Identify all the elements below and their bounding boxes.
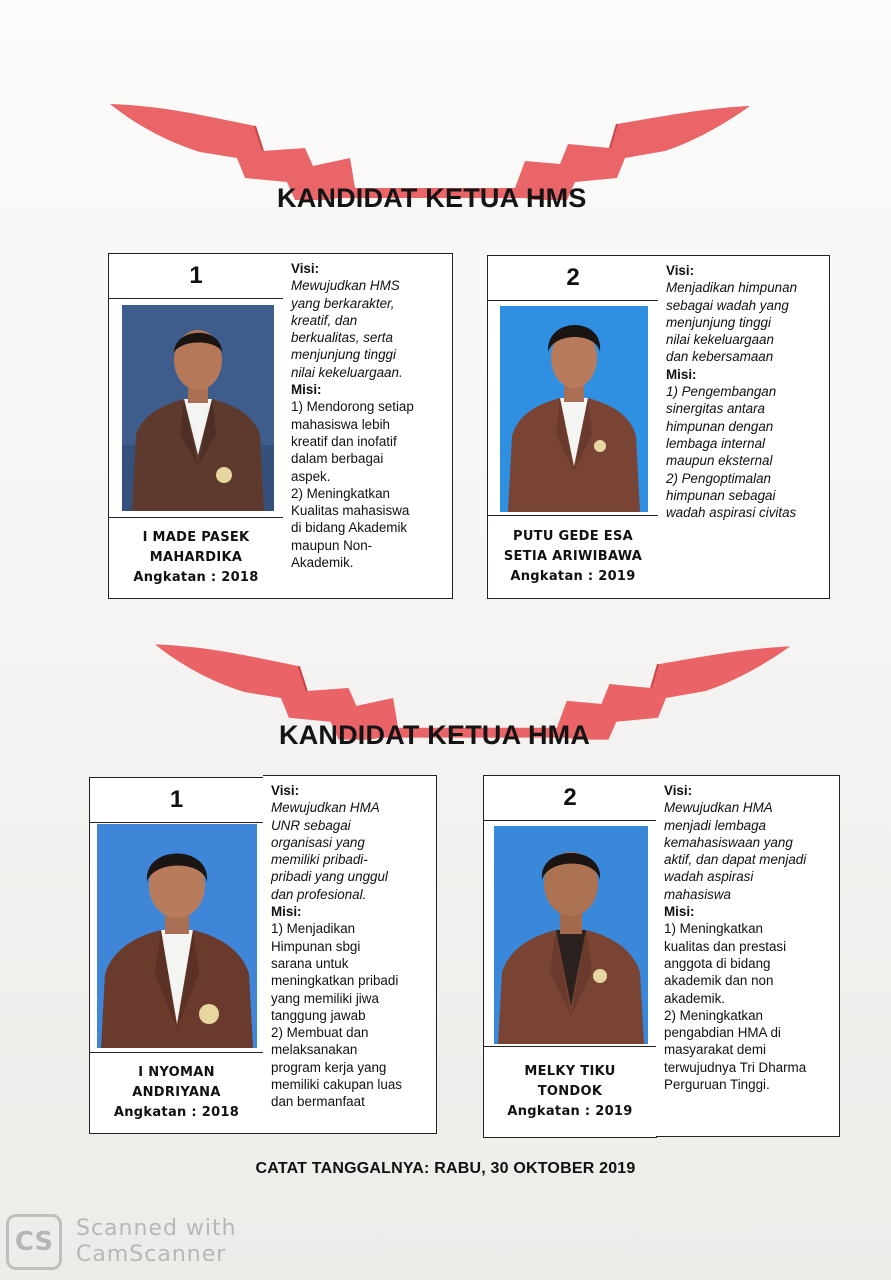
visi-label: Visi: [664, 783, 693, 798]
text-line: 1) Mendorong setiap [291, 399, 414, 415]
candidate-card-hma-2 [483, 775, 657, 1138]
watermark-line1: Scanned with [76, 1216, 237, 1241]
text-line: yang memiliki jiwa [271, 990, 379, 1006]
text-line: masyarakat demi [664, 1042, 766, 1058]
candidate-angkatan: Angkatan : 2019 [510, 569, 636, 584]
visi-label: Visi: [291, 261, 320, 276]
text-line: wadah aspirasi civitas [666, 505, 797, 521]
text-line: yang berkarakter, [291, 295, 395, 311]
candidate-name-line1: PUTU GEDE ESA [513, 529, 633, 544]
text-line: tanggung jawab [271, 1007, 366, 1023]
candidate-number: 1 [90, 778, 263, 823]
text-line: organisasi yang [271, 834, 365, 850]
text-line: mahasiswa [664, 886, 731, 902]
candidate-angkatan: Angkatan : 2018 [133, 570, 259, 585]
text-line: sinergitas antara [666, 401, 765, 417]
text-line: 1) Pengembangan [666, 384, 777, 400]
text-line: terwujudnya Tri Dharma [664, 1059, 807, 1075]
candidate-name-line1: MELKY TIKU [524, 1064, 616, 1079]
visi-label: Visi: [271, 783, 300, 798]
visi-text [666, 279, 821, 365]
text-line: kreatif, dan [291, 312, 358, 328]
text-line: himpunan dengan [666, 418, 774, 434]
candidate-name-line2: SETIA ARIWIBAWA [503, 549, 643, 564]
text-line: kreatif dan inofatif [291, 433, 397, 449]
text-line: kualitas dan prestasi [664, 938, 787, 954]
text-line: dan bermanfaat [271, 1094, 365, 1110]
text-line: maupun eksternal [666, 453, 773, 469]
text-line: 1) Menjadikan [271, 921, 356, 937]
text-line: mahasiswa lebih [291, 416, 390, 432]
text-line: melaksanakan [271, 1042, 358, 1058]
misi-label: Misi: [664, 904, 695, 920]
text-line: Kualitas mahasiswa [291, 503, 410, 519]
text-line: lembaga internal [666, 435, 766, 451]
text-line: menjunjung tinggi [291, 347, 396, 363]
text-line: maupun Non- [291, 537, 373, 553]
text-line: memiliki pribadi- [271, 852, 368, 868]
text-line: wadah aspirasi [664, 869, 754, 885]
candidate-photo [97, 824, 257, 1048]
candidate-photo [494, 826, 648, 1044]
text-line: Menjadikan himpunan [666, 280, 798, 296]
watermark-text [76, 1216, 237, 1268]
visi-label: Visi: [666, 263, 695, 278]
text-line: pengabdian HMA di [664, 1025, 781, 1041]
candidate-photo [122, 305, 274, 511]
text-line: di bidang Akademik [291, 520, 408, 536]
text-line: dalam berbagai [291, 451, 384, 467]
misi-text [666, 383, 821, 521]
candidate-name-line2: ANDRIYANA [132, 1085, 221, 1100]
text-line: menjadi lembaga [664, 817, 766, 833]
text-line: Perguruan Tinggi. [664, 1077, 770, 1093]
text-line: Mewujudkan HMS [291, 278, 400, 294]
text-line: Mewujudkan HMA [271, 800, 380, 816]
candidate-name-line2: MAHARDIKA [149, 550, 243, 565]
candidate-number: 2 [484, 776, 656, 821]
footer-date-note: CATAT TANGGALNYA: RABU, 30 OKTOBER 2019 [255, 1160, 636, 1177]
candidate-card-hms-1 [108, 253, 284, 599]
vision-mission-box-hma-1 [263, 775, 437, 1134]
text-line: 2) Meningkatkan [664, 1007, 763, 1023]
candidate-name-block [484, 1046, 656, 1137]
text-line: nilai kekeluargaan [666, 332, 774, 348]
vision-mission-box-hma-2 [656, 775, 840, 1137]
camscanner-logo-icon: CS [6, 1214, 62, 1270]
camscanner-watermark [6, 1214, 237, 1270]
candidate-number: 1 [109, 254, 283, 299]
text-line: kemahasiswaan yang [664, 834, 793, 850]
candidate-photo [500, 306, 648, 512]
visi-text [664, 799, 831, 903]
misi-text [291, 398, 444, 571]
text-line: 2) Membuat dan [271, 1025, 369, 1041]
text-line: dan kebersamaan [666, 349, 774, 365]
text-line: menjunjung tinggi [666, 314, 771, 330]
candidate-number: 2 [488, 256, 658, 301]
text-line: meningkatkan pribadi [271, 973, 399, 989]
text-line: himpunan sebagai [666, 487, 776, 503]
text-line: 2) Pengoptimalan [666, 470, 771, 486]
section-title-hma: KANDIDAT KETUA HMA [279, 720, 591, 750]
candidate-name-block [90, 1052, 263, 1133]
text-line: Himpunan sbgi [271, 938, 361, 954]
watermark-line2: CamScanner [76, 1242, 227, 1267]
text-line: aspek. [291, 468, 331, 484]
text-line: nilai kekeluargaan. [291, 364, 403, 380]
candidate-card-hms-2 [487, 255, 659, 599]
text-line: Mewujudkan HMA [664, 800, 773, 816]
misi-text [271, 920, 428, 1110]
text-line: Akademik. [291, 555, 354, 571]
text-line: sarana untuk [271, 955, 349, 971]
text-line: anggota di bidang [664, 955, 771, 971]
text-line: sebagai wadah yang [666, 297, 789, 313]
candidate-name-line1: I NYOMAN [138, 1065, 215, 1080]
candidate-angkatan: Angkatan : 2019 [507, 1104, 633, 1119]
text-line: UNR sebagai [271, 817, 351, 833]
candidate-card-hma-1 [89, 777, 264, 1134]
text-line: program kerja yang [271, 1059, 387, 1075]
vision-mission-box-hms-2 [658, 255, 830, 599]
text-line: akademik dan non [664, 973, 774, 989]
text-line: memiliki cakupan luas [271, 1077, 402, 1093]
text-line: 1) Meningkatkan [664, 921, 763, 937]
misi-label: Misi: [666, 366, 697, 382]
visi-text [271, 799, 428, 903]
text-line: 2) Meningkatkan [291, 485, 390, 501]
misi-text [664, 920, 831, 1093]
text-line: berkualitas, serta [291, 330, 393, 346]
vision-mission-box-hms-1 [283, 253, 453, 599]
misi-label: Misi: [271, 904, 302, 920]
text-line: akademik. [664, 990, 726, 1006]
text-line: aktif, dan dapat menjadi [664, 852, 807, 868]
candidate-name-block [488, 515, 658, 598]
candidate-name-line1: I MADE PASEK [142, 530, 250, 545]
candidate-name-line2: TONDOK [537, 1084, 603, 1099]
text-line: pribadi yang unggul [271, 869, 388, 885]
misi-label: Misi: [291, 382, 322, 398]
text-line: dan profesional. [271, 886, 367, 902]
visi-text [291, 277, 444, 381]
candidate-name-block [109, 517, 283, 598]
candidate-angkatan: Angkatan : 2018 [113, 1105, 240, 1120]
section-title-hms: KANDIDAT KETUA HMS [277, 183, 587, 213]
